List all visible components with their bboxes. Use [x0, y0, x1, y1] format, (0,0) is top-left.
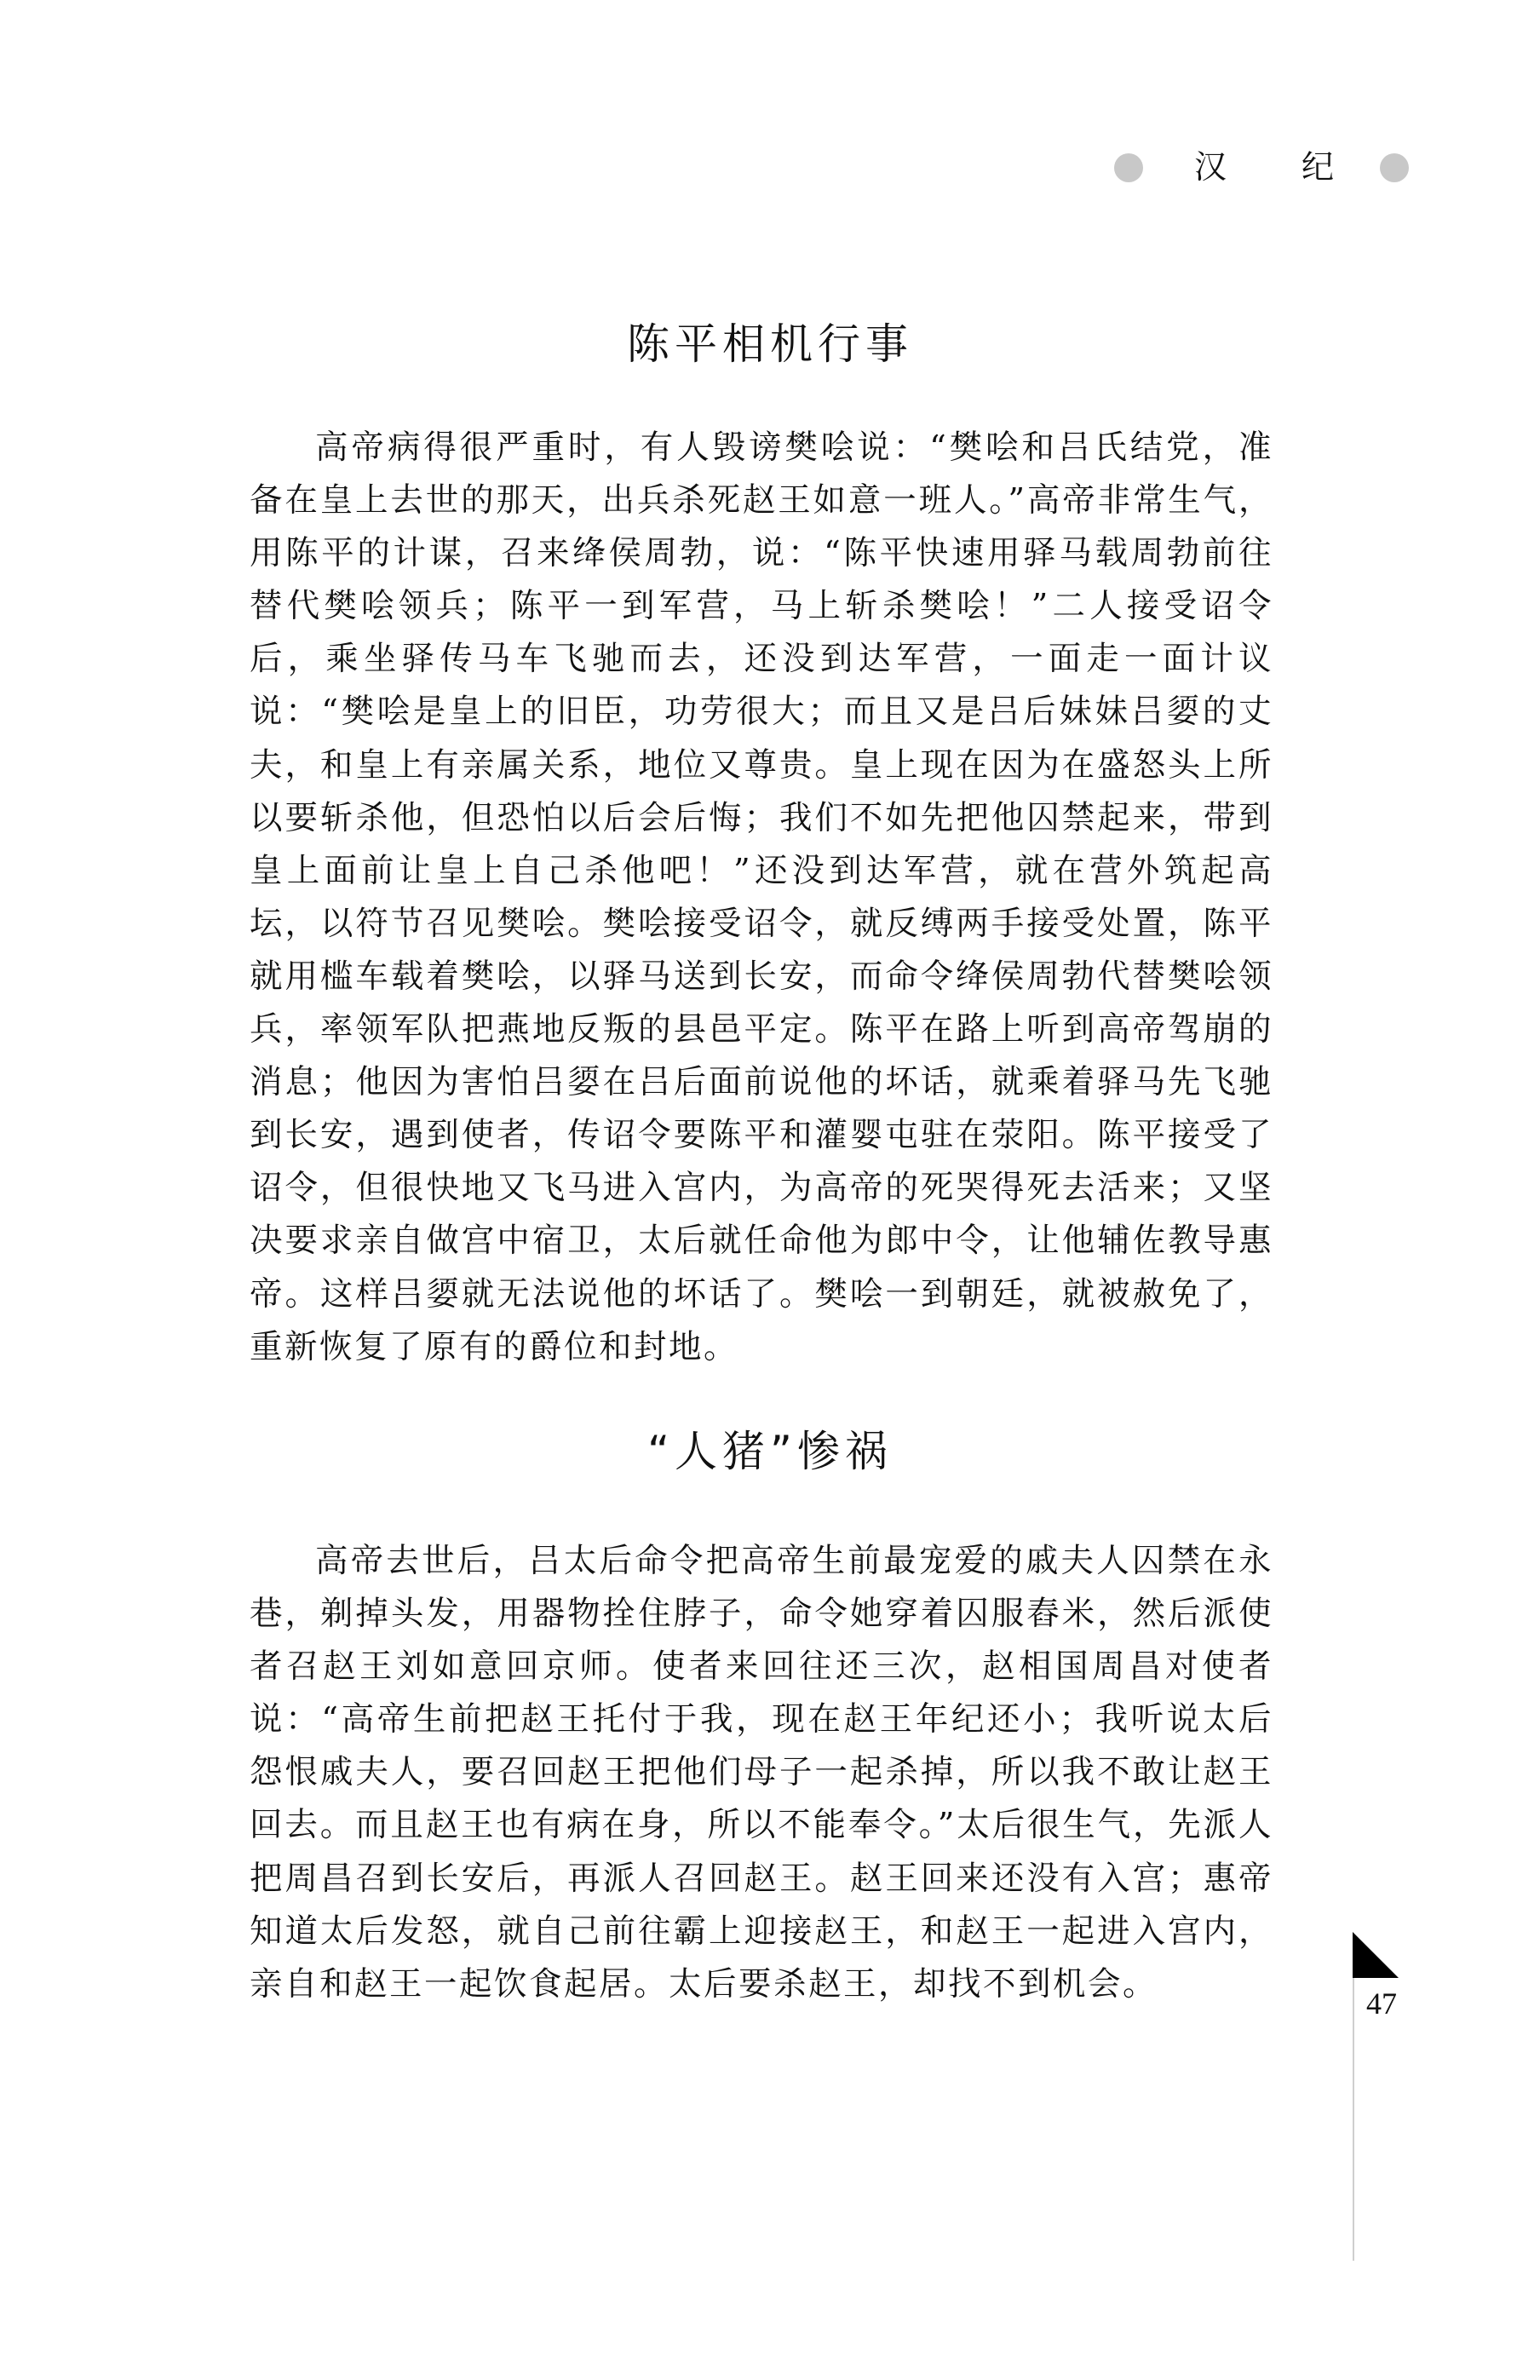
section-title-ren-zhu: “人猪”惨祸 — [647, 1427, 893, 1476]
page-corner-triangle-icon — [1353, 1932, 1399, 1978]
header-char-han: 汉 — [1194, 148, 1227, 186]
page-number: 47 — [1366, 1986, 1397, 2021]
section-paragraph-ren-zhu: 高帝去世后，吕太后命令把高帝生前最宠爱的戚夫人囚禁在永巷，剃掉头发，用器物拴住脖子，命令她穿着囚服舂米，然后派使者召赵王刘如意回京师。使者来回往还三次，赵相国周昌对使者说：“高帝生前把赵王托付于我，现在赵王年纪还小；我听说太后怨恨戚夫人，要召回赵王把他们母子一起杀掉，所以我不敢让赵王回去。而且赵王也有病在身，所以不能奉令。”太后很生气，先派人把周昌召到长安后，再派人召回赵王。赵王回来还没有入宫；惠帝知道太后发怒，就自己前往霸上迎接赵王，和赵王一起进入宫内，亲自和赵王一起饮食起居。太后要杀赵王，却找不到机会。 — [250, 1542, 1273, 2003]
section-paragraph-chen-ping: 高帝病得很严重时，有人毁谤樊哙说：“樊哙和吕氏结党，准备在皇上去世的那天，出兵杀死赵王如意一班人。”高帝非常生气，用陈平的计谋，召来绛侯周勃，说：“陈平快速用驿马载周勃前往替代樊哙领兵；陈平一到军营，马上斩杀樊哙！”二人接受诏令后，乘坐驿传马车飞驰而去，还没到达军营，一面走一面计议说：“樊哙是皇上的旧臣，功劳很大；而且又是吕后妹妹吕媭的丈夫，和皇上有亲属关系，地位又尊贵。皇上现在因为在盛怒头上所以要斩杀他，但恐怕以后会后悔；我们不如先把他囚禁起来，带到皇上面前让皇上自己杀他吧！”还没到达军营，就在营外筑起高坛，以符节召见樊哙。樊哙接受诏令，就反缚两手接受处置，陈平就用槛车载着樊哙，以驿马送到长安，而命令绛侯周勃代替樊哙领兵，率领军队把燕地反叛的县邑平定。陈平在路上听到高帝驾崩的消息；他因为害怕吕媭在吕后面前说他的坏话，就乘着驿马先飞驰到长安，遇到使者，传诏令要陈平和灌婴屯驻在荥阳。陈平接受了诏令，但很快地又飞马进入宫内，为高帝的死哭得死去活来；又坚决要求亲自做宫中宿卫，太后就任命他为郎中令，让他辅佐教导惠帝。这样吕媭就无法说他的坏话了。樊哙一到朝廷，就被赦免了，重新恢复了原有的爵位和封地。 — [250, 428, 1273, 1366]
header-dot-right-icon — [1380, 153, 1409, 182]
side-rule-divider — [1353, 1978, 1354, 2261]
section-title-chen-ping: 陈平相机行事 — [627, 319, 913, 369]
header-dot-left-icon — [1114, 153, 1143, 182]
running-header — [1099, 143, 1422, 194]
header-char-ji: 纪 — [1302, 148, 1335, 186]
